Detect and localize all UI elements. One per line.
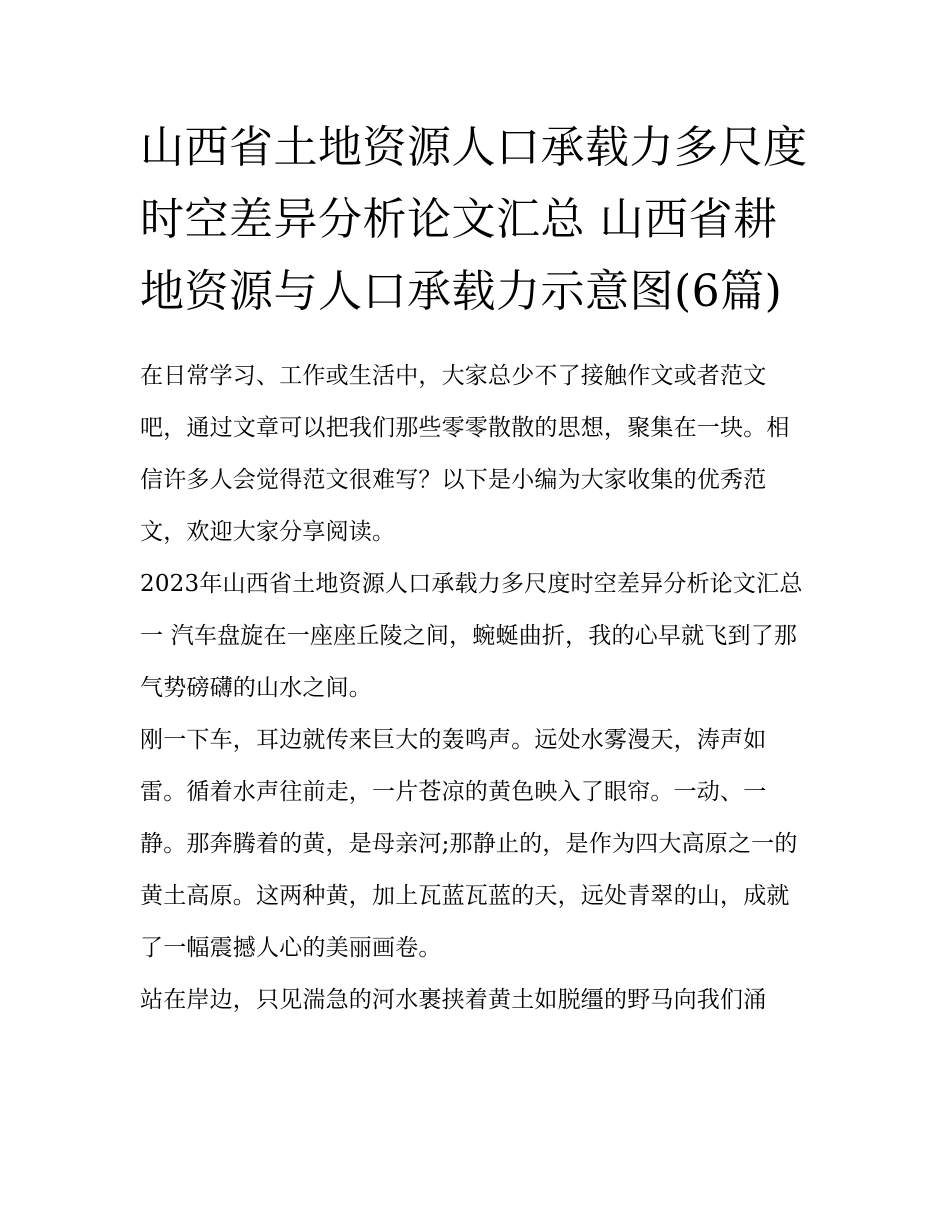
document-title: 山西省土地资源人口承载力多尺度时空差异分析论文汇总 山西省耕地资源与人口承载力示意图(6篇) — [140, 122, 808, 317]
paragraph-intro: 在日常学习、工作或生活中，大家总少不了接触作文或者范文吧，通过文章可以把我们那些零零散散的思想，聚集在一块。相信许多人会觉得范文很难写？以下是小编为大家收集的优秀范文，欢迎大家分享阅读。 — [140, 363, 790, 545]
paragraph-arrival: 刚一下车，耳边就传来巨大的轰鸣声。远处水雾漫天，涛声如雷。循着水声往前走，一片苍凉的黄色映入了眼帘。一动、一静。那奔腾着的黄，是母亲河;那静止的，是作为四大高原之一的黄土高原。这两种黄，加上瓦蓝瓦蓝的天，远处青翠的山，成就了一幅震撼人心的美丽画卷。 — [140, 727, 798, 961]
document-page — [140, 112, 812, 1026]
paragraph-essay-opening: 2023年山西省土地资源人口承载力多尺度时空差异分析论文汇总一 汽车盘旋在一座座丘陵之间，蜿蜒曲折，我的心早就飞到了那气势磅礴的山水之间。 — [140, 571, 803, 701]
paragraph-riverbank: 站在岸边，只见湍急的河水裹挟着黄土如脱缰的野马向我们涌 — [140, 987, 767, 1013]
